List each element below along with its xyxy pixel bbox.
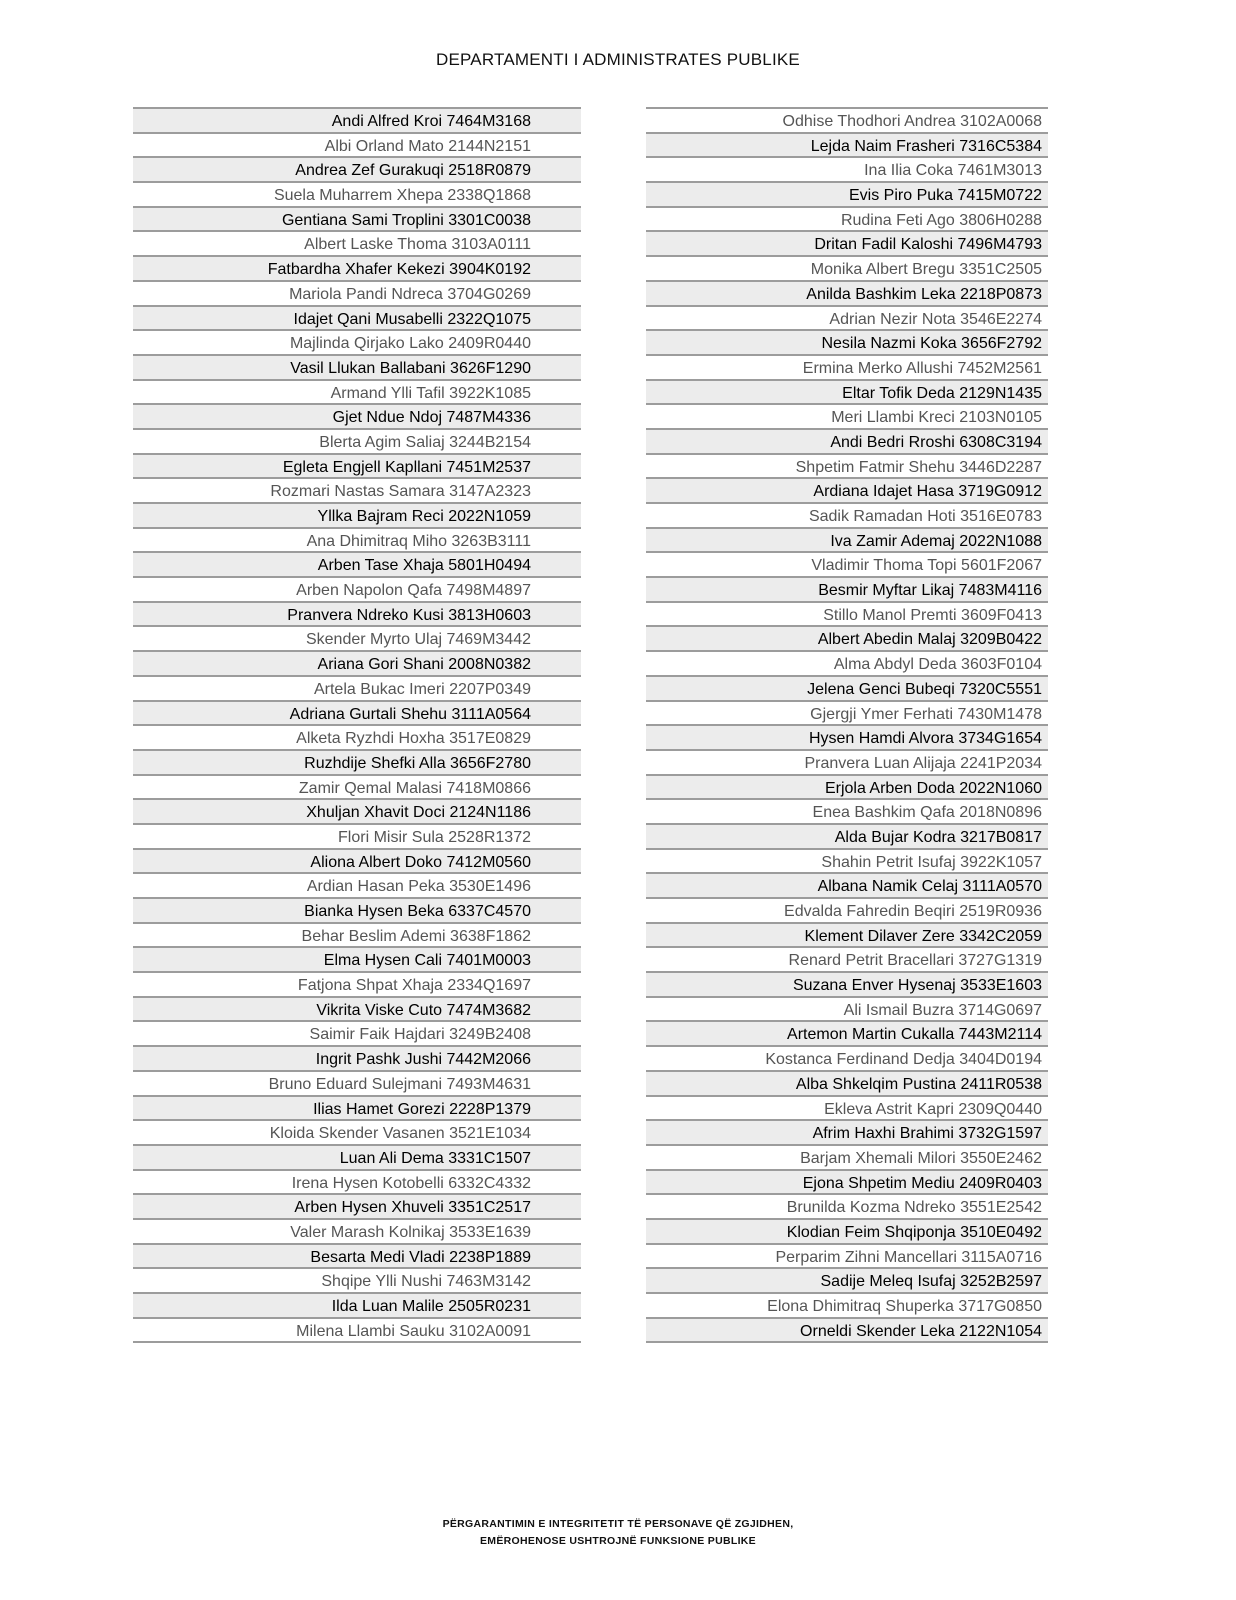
list-item: Enea Bashkim Qafa 2018N0896	[646, 798, 1048, 823]
list-item: Andi Alfred Kroi 7464M3168	[133, 107, 581, 132]
list-item: Rudina Feti Ago 3806H0288	[646, 206, 1048, 231]
list-item: Odhise Thodhori Andrea 3102A0068	[646, 107, 1048, 132]
list-item: Ilias Hamet Gorezi 2228P1379	[133, 1095, 581, 1120]
list-item: Milena Llambi Sauku 3102A0091	[133, 1317, 581, 1342]
list-item: Perparim Zihni Mancellari 3115A0716	[646, 1243, 1048, 1268]
list-item: Zamir Qemal Malasi 7418M0866	[133, 774, 581, 799]
list-item: Evis Piro Puka 7415M0722	[646, 181, 1048, 206]
list-item: Anilda Bashkim Leka 2218P0873	[646, 280, 1048, 305]
list-item: Gjet Ndue Ndoj 7487M4336	[133, 403, 581, 428]
list-item: Vikrita Viske Cuto 7474M3682	[133, 996, 581, 1021]
list-item: Iva Zamir Ademaj 2022N1088	[646, 527, 1048, 552]
list-item: Bruno Eduard Sulejmani 7493M4631	[133, 1070, 581, 1095]
list-end-divider	[133, 1341, 581, 1343]
list-item: Xhuljan Xhavit Doci 2124N1186	[133, 798, 581, 823]
list-item: Albi Orland Mato 2144N2151	[133, 132, 581, 157]
list-item: Jelena Genci Bubeqi 7320C5551	[646, 675, 1048, 700]
list-item: Gentiana Sami Troplini 3301C0038	[133, 206, 581, 231]
list-item: Behar Beslim Ademi 3638F1862	[133, 922, 581, 947]
list-item: Skender Myrto Ulaj 7469M3442	[133, 625, 581, 650]
list-item: Irena Hysen Kotobelli 6332C4332	[133, 1169, 581, 1194]
list-item: Elona Dhimitraq Shuperka 3717G0850	[646, 1292, 1048, 1317]
list-item: Kloida Skender Vasanen 3521E1034	[133, 1119, 581, 1144]
list-item: Brunilda Kozma Ndreko 3551E2542	[646, 1193, 1048, 1218]
list-item: Monika Albert Bregu 3351C2505	[646, 255, 1048, 280]
list-item: Nesila Nazmi Koka 3656F2792	[646, 329, 1048, 354]
list-item: Albana Namik Celaj 3111A0570	[646, 872, 1048, 897]
list-item: Arben Tase Xhaja 5801H0494	[133, 551, 581, 576]
list-item: Majlinda Qirjako Lako 2409R0440	[133, 329, 581, 354]
list-item: Yllka Bajram Reci 2022N1059	[133, 502, 581, 527]
list-item: Fatbardha Xhafer Kekezi 3904K0192	[133, 255, 581, 280]
list-end-divider	[646, 1341, 1048, 1343]
list-item: Sadije Meleq Isufaj 3252B2597	[646, 1267, 1048, 1292]
list-item: Albert Abedin Malaj 3209B0422	[646, 625, 1048, 650]
list-item: Lejda Naim Frasheri 7316C5384	[646, 132, 1048, 157]
left-name-list	[133, 107, 581, 1343]
list-item: Adrian Nezir Nota 3546E2274	[646, 305, 1048, 330]
list-item: Hysen Hamdi Alvora 3734G1654	[646, 724, 1048, 749]
list-item: Ingrit Pashk Jushi 7442M2066	[133, 1045, 581, 1070]
list-item: Andrea Zef Gurakuqi 2518R0879	[133, 156, 581, 181]
list-item: Aliona Albert Doko 7412M0560	[133, 848, 581, 873]
list-item: Mariola Pandi Ndreca 3704G0269	[133, 280, 581, 305]
list-item: Valer Marash Kolnikaj 3533E1639	[133, 1218, 581, 1243]
list-item: Flori Misir Sula 2528R1372	[133, 823, 581, 848]
list-item: Orneldi Skender Leka 2122N1054	[646, 1317, 1048, 1342]
list-item: Saimir Faik Hajdari 3249B2408	[133, 1020, 581, 1045]
list-item: Artela Bukac Imeri 2207P0349	[133, 675, 581, 700]
list-item: Ardian Hasan Peka 3530E1496	[133, 872, 581, 897]
list-item: Alma Abdyl Deda 3603F0104	[646, 650, 1048, 675]
list-item: Gjergji Ymer Ferhati 7430M1478	[646, 700, 1048, 725]
list-item: Elma Hysen Cali 7401M0003	[133, 946, 581, 971]
list-item: Armand Ylli Tafil 3922K1085	[133, 379, 581, 404]
list-item: Klodian Feim Shqiponja 3510E0492	[646, 1218, 1048, 1243]
list-item: Idajet Qani Musabelli 2322Q1075	[133, 305, 581, 330]
list-item: Pranvera Ndreko Kusi 3813H0603	[133, 601, 581, 626]
list-item: Afrim Haxhi Brahimi 3732G1597	[646, 1119, 1048, 1144]
list-item: Barjam Xhemali Milori 3550E2462	[646, 1144, 1048, 1169]
list-item: Fatjona Shpat Xhaja 2334Q1697	[133, 971, 581, 996]
list-item: Arben Hysen Xhuveli 3351C2517	[133, 1193, 581, 1218]
list-item: Egleta Engjell Kapllani 7451M2537	[133, 453, 581, 478]
list-item: Albert Laske Thoma 3103A0111	[133, 230, 581, 255]
list-item: Kostanca Ferdinand Dedja 3404D0194	[646, 1045, 1048, 1070]
list-item: Alda Bujar Kodra 3217B0817	[646, 823, 1048, 848]
page-title: DEPARTAMENTI I ADMINISTRATES PUBLIKE	[436, 50, 800, 69]
list-item: Andi Bedri Rroshi 6308C3194	[646, 428, 1048, 453]
list-item: Artemon Martin Cukalla 7443M2114	[646, 1020, 1048, 1045]
footer	[0, 1516, 1236, 1550]
list-item: Meri Llambi Kreci 2103N0105	[646, 403, 1048, 428]
list-item: Alketa Ryzhdi Hoxha 3517E0829	[133, 724, 581, 749]
list-item: Vasil Llukan Ballabani 3626F1290	[133, 354, 581, 379]
list-item: Ermina Merko Allushi 7452M2561	[646, 354, 1048, 379]
list-item: Adriana Gurtali Shehu 3111A0564	[133, 700, 581, 725]
footer-line-1: PËRGARANTIMIN E INTEGRITETIT TË PERSONAVE QË ZGJIDHEN,	[442, 1518, 794, 1530]
list-item: Eltar Tofik Deda 2129N1435	[646, 379, 1048, 404]
list-item: Ilda Luan Malile 2505R0231	[133, 1292, 581, 1317]
list-item: Ruzhdije Shefki Alla 3656F2780	[133, 749, 581, 774]
list-item: Erjola Arben Doda 2022N1060	[646, 774, 1048, 799]
list-item: Ekleva Astrit Kapri 2309Q0440	[646, 1095, 1048, 1120]
list-item: Rozmari Nastas Samara 3147A2323	[133, 477, 581, 502]
list-item: Shahin Petrit Isufaj 3922K1057	[646, 848, 1048, 873]
list-item: Shpetim Fatmir Shehu 3446D2287	[646, 453, 1048, 478]
list-item: Renard Petrit Bracellari 3727G1319	[646, 946, 1048, 971]
list-item: Blerta Agim Saliaj 3244B2154	[133, 428, 581, 453]
list-item: Pranvera Luan Alijaja 2241P2034	[646, 749, 1048, 774]
list-item: Klement Dilaver Zere 3342C2059	[646, 922, 1048, 947]
list-item: Stillo Manol Premti 3609F0413	[646, 601, 1048, 626]
list-item: Shqipe Ylli Nushi 7463M3142	[133, 1267, 581, 1292]
list-item: Ejona Shpetim Mediu 2409R0403	[646, 1169, 1048, 1194]
list-item: Arben Napolon Qafa 7498M4897	[133, 576, 581, 601]
list-item: Ariana Gori Shani 2008N0382	[133, 650, 581, 675]
list-item: Bianka Hysen Beka 6337C4570	[133, 897, 581, 922]
list-item: Ina Ilia Coka 7461M3013	[646, 156, 1048, 181]
footer-line-2: EMËROHENOSE USHTROJNË FUNKSIONE PUBLIKE	[480, 1535, 756, 1547]
right-name-list	[646, 107, 1048, 1343]
list-item: Besmir Myftar Likaj 7483M4116	[646, 576, 1048, 601]
list-item: Luan Ali Dema 3331C1507	[133, 1144, 581, 1169]
list-item: Ana Dhimitraq Miho 3263B3111	[133, 527, 581, 552]
list-item: Suela Muharrem Xhepa 2338Q1868	[133, 181, 581, 206]
list-item: Edvalda Fahredin Beqiri 2519R0936	[646, 897, 1048, 922]
list-item: Alba Shkelqim Pustina 2411R0538	[646, 1070, 1048, 1095]
list-item: Ali Ismail Buzra 3714G0697	[646, 996, 1048, 1021]
list-item: Besarta Medi Vladi 2238P1889	[133, 1243, 581, 1268]
list-item: Dritan Fadil Kaloshi 7496M4793	[646, 230, 1048, 255]
list-item: Ardiana Idajet Hasa 3719G0912	[646, 477, 1048, 502]
list-item: Sadik Ramadan Hoti 3516E0783	[646, 502, 1048, 527]
list-item: Suzana Enver Hysenaj 3533E1603	[646, 971, 1048, 996]
list-item: Vladimir Thoma Topi 5601F2067	[646, 551, 1048, 576]
